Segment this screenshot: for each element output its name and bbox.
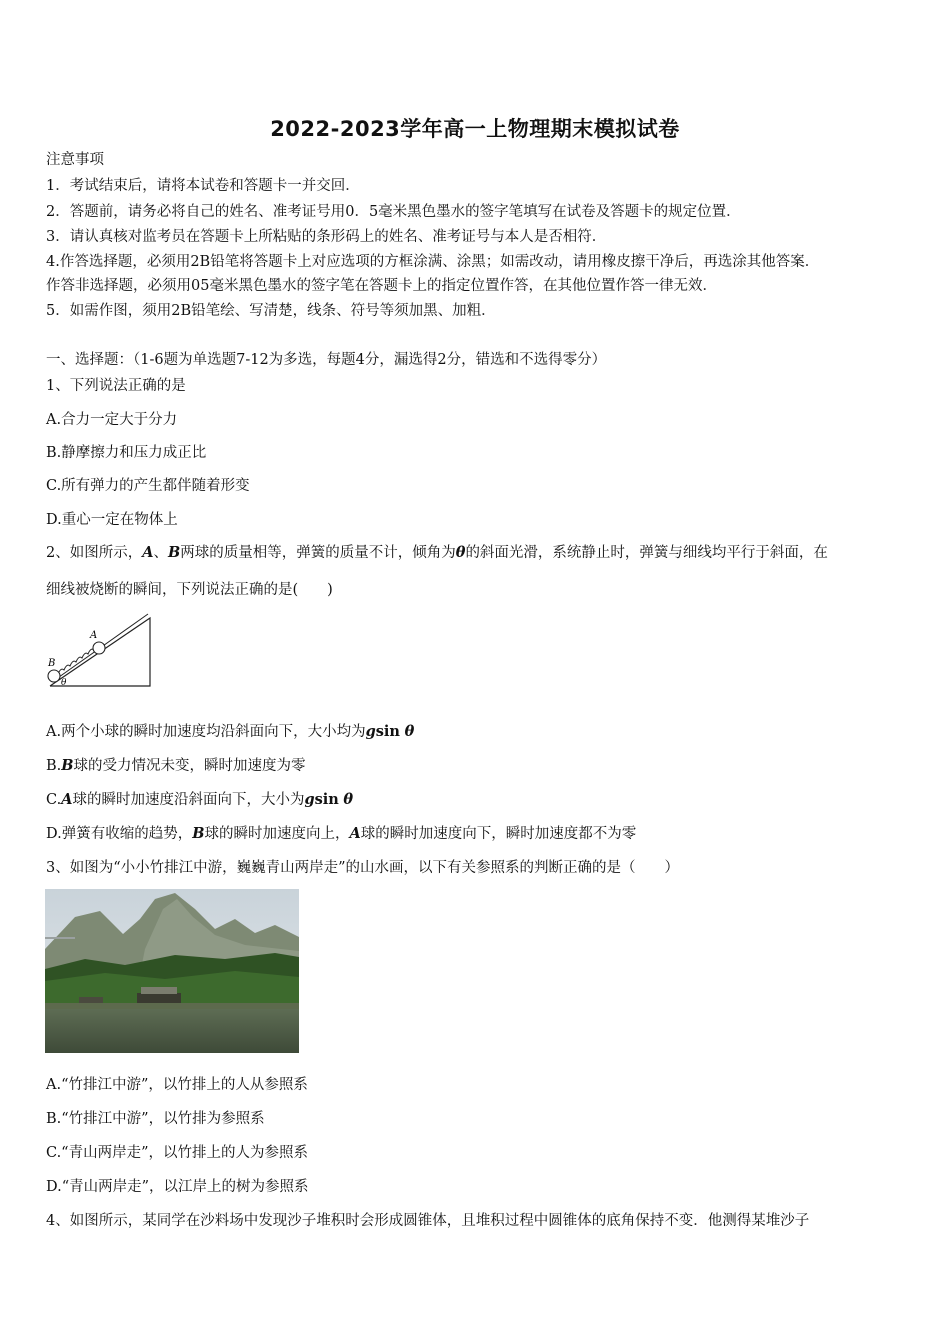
fig-label-b: B [48, 658, 56, 669]
q2-option-d-ball-a: A [349, 825, 361, 842]
q2-ball-a: A [142, 544, 154, 561]
notice-heading: 注意事项 [46, 152, 104, 168]
notice-item-1: 1．考试结束后，请将本试卷和答题卡一并交回． [46, 178, 360, 194]
q2-option-d [46, 824, 636, 844]
q3-option-c: C.“青山两岸走”，以竹排上的人为参照系 [46, 1145, 309, 1161]
fig-label-a: A [90, 630, 98, 641]
q2-option-a-text: A.两个小球的瞬时加速度均沿斜面向下，大小均为 [46, 724, 366, 740]
q1-option-b: B.静摩擦力和压力成正比 [46, 445, 207, 461]
q3-stem: 3、如图为“小小竹排江中游，巍巍青山两岸走”的山水画，以下有关参照系的判断正确的是（ ） [46, 860, 680, 876]
q3-option-d: D.“青山两岸走”，以江岸上的树为参照系 [46, 1179, 309, 1195]
section-heading: 一、选择题：（1-6题为单选题7-12为多选，每题4分，漏选得2分，错选和不选得零分） [46, 352, 607, 368]
q2-option-c-sin: sin [314, 791, 339, 808]
q1-option-c: C.所有弹力的产生都伴随着形变 [46, 478, 250, 494]
q2-sep: 、 [153, 545, 168, 561]
q2-option-c-g: g [304, 791, 315, 808]
fig-label-theta: θ [61, 678, 67, 688]
q2-option-c [46, 790, 353, 810]
notice-item-3: 3．请认真核对监考员在答题卡上所粘贴的条形码上的姓名、准考证号与本人是否相符． [46, 229, 607, 245]
q2-option-a-sin: sin [375, 723, 400, 740]
q2-option-d-text1: D.弹簧有收缩的趋势， [46, 826, 193, 842]
notice-item-5: 5．如需作图，须用2B铅笔绘、写清楚，线条、符号等须加黑、加粗． [46, 303, 496, 319]
q2-option-c-theta: θ [343, 791, 354, 808]
q2-stem-part3: 的斜面光滑，系统静止时，弹簧与细线均平行于斜面，在 [465, 545, 828, 561]
q2-option-d-text2: 球的瞬时加速度向上， [204, 826, 350, 842]
q2-option-d-text3: 球的瞬时加速度向下，瞬时加速度都不为零 [360, 826, 637, 842]
q3-option-a: A.“竹排江中游”，以竹排上的人从参照系 [46, 1077, 308, 1093]
q2-ball-b: B [168, 544, 181, 561]
q2-option-b-text: 球的受力情况未变，瞬时加速度为零 [73, 758, 306, 774]
q2-stem-line2: 细线被烧断的瞬间，下列说法正确的是( ) [46, 582, 333, 598]
page-title: 2022-2023学年高一上物理期末模拟试卷 [270, 117, 680, 141]
q1-option-d: D.重心一定在物体上 [46, 512, 178, 528]
q2-option-a [46, 722, 414, 742]
q2-option-c-text: 球的瞬时加速度沿斜面向下，大小为 [72, 792, 305, 808]
q2-option-b-prefix: B. [46, 758, 62, 774]
q1-stem: 1、下列说法正确的是 [46, 378, 186, 394]
incline-spring-figure [44, 612, 156, 692]
notice-item-2: 2．答题前，请务必将自己的姓名、准考证号用0．5毫米黑色墨水的签字笔填写在试卷及答题卡的规定位置． [46, 204, 741, 220]
q2-option-b [46, 756, 306, 776]
q2-stem [46, 543, 828, 563]
q2-theta: θ [455, 544, 466, 561]
q2-option-a-g: g [365, 723, 376, 740]
q2-option-b-ball: B [61, 757, 74, 774]
q1-option-a: A.合力一定大于分力 [46, 412, 178, 428]
q2-option-c-prefix: C. [46, 792, 62, 808]
q2-stem-part2: 两球的质量相等，弹簧的质量不计，倾角为 [180, 545, 456, 561]
landscape-photo [45, 889, 299, 1053]
notice-item-4: 4.作答选择题，必须用2B铅笔将答题卡上对应选项的方框涂满、涂黑；如需改动，请用橡皮擦干净后，再选涂其他答案． [46, 254, 820, 270]
q2-option-c-ball: A [61, 791, 73, 808]
q3-option-b: B.“竹排江中游”，以竹排为参照系 [46, 1111, 265, 1127]
q4-stem: 4、如图所示，某同学在沙料场中发现沙子堆积时会形成圆锥体，且堆积过程中圆锥体的底角保持不变．他测得某堆沙子 [46, 1213, 810, 1229]
q2-stem-part1: 2、如图所示， [46, 545, 143, 561]
q2-option-d-ball-b: B [192, 825, 205, 842]
q2-option-a-theta: θ [404, 723, 415, 740]
notice-item-4-cont: 作答非选择题，必须用05毫米黑色墨水的签字笔在答题卡上的指定位置作答，在其他位置作答一律无效． [46, 278, 717, 294]
